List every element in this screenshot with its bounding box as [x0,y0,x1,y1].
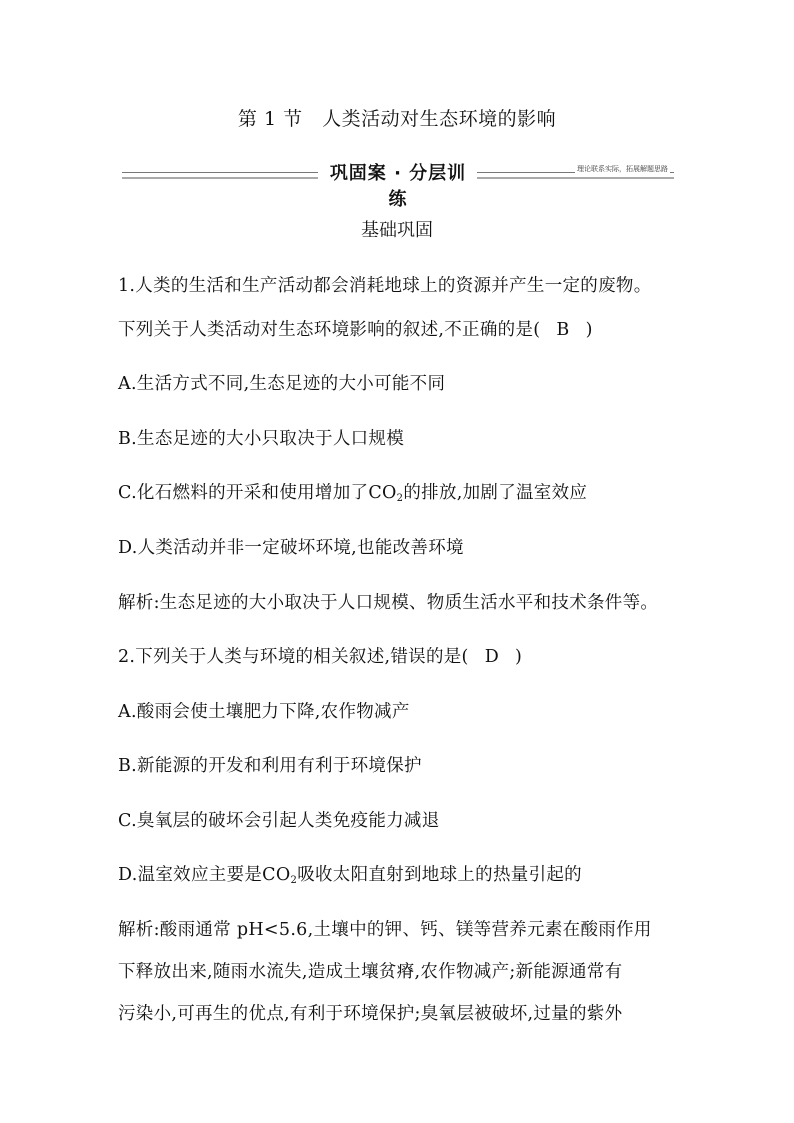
q1-option-c-subscript: 2 [396,493,404,504]
q1-option-c-rest: 的排放,加剧了温室效应 [403,483,588,503]
banner-label: 巩固案 · 分层训练 [329,163,467,210]
q1-stem-text: 下列关于人类活动对生态环境影响的叙述,不正确的是( [118,320,541,340]
banner-rule-left [122,172,318,179]
section-title: 基础巩固 [361,220,433,241]
q1-analysis: 解析:生态足迹的大小取决于人口规模、物质生活水平和技术条件等。 [118,593,659,613]
q2-analysis-line3: 污染小,可再生的优点,有利于环境保护;臭氧层被破坏,过量的紫外 [118,1004,623,1024]
q2-option-d [118,861,582,886]
q2-option-a: A.酸雨会使土壤肥力下降,农作物减产 [118,702,410,722]
q2-analysis-line2: 下释放出来,随雨水流失,造成土壤贫瘠,农作物减产;新能源通常有 [118,962,623,982]
q1-option-c-text: C.化石燃料的开采和使用增加了CO [118,483,397,503]
q1-stem-line1: 1.人类的生活和生产活动都会消耗地球上的资源并产生一定的废物。 [118,276,652,296]
q1-answer: B [556,320,570,340]
q2-stem [118,643,522,668]
q2-option-d-subscript: 2 [290,875,298,886]
page-title: 第 1 节 人类活动对生态环境的影响 [237,108,557,130]
q2-answer: D [484,647,500,667]
q2-analysis-line1: 解析:酸雨通常 pH<5.6,土壤中的钾、钙、镁等营养元素在酸雨作用 [118,920,652,940]
q1-option-b: B.生态足迹的大小只取决于人口规模 [118,429,405,449]
q1-option-c [118,479,587,504]
q1-option-a: A.生活方式不同,生态足迹的大小可能不同 [118,374,446,394]
q2-option-b: B.新能源的开发和利用有利于环境保护 [118,756,422,776]
q1-stem-close: ) [585,320,593,340]
q1-stem-line2 [118,316,593,341]
banner-note: 理论联系实际，拓展解题思路 [577,165,668,173]
q2-stem-text: 2.下列关于人类与环境的相关叙述,错误的是( [118,647,469,667]
q2-option-c: C.臭氧层的破坏会引起人类免疫能力减退 [118,811,440,831]
q2-option-d-text: D.温室效应主要是CO [118,865,291,885]
section-banner [122,161,674,210]
q1-option-d: D.人类活动并非一定破坏环境,也能改善环境 [118,538,464,558]
q2-stem-close: ) [515,647,523,667]
q2-option-d-rest: 吸收太阳直射到地球上的热量引起的 [297,865,582,885]
